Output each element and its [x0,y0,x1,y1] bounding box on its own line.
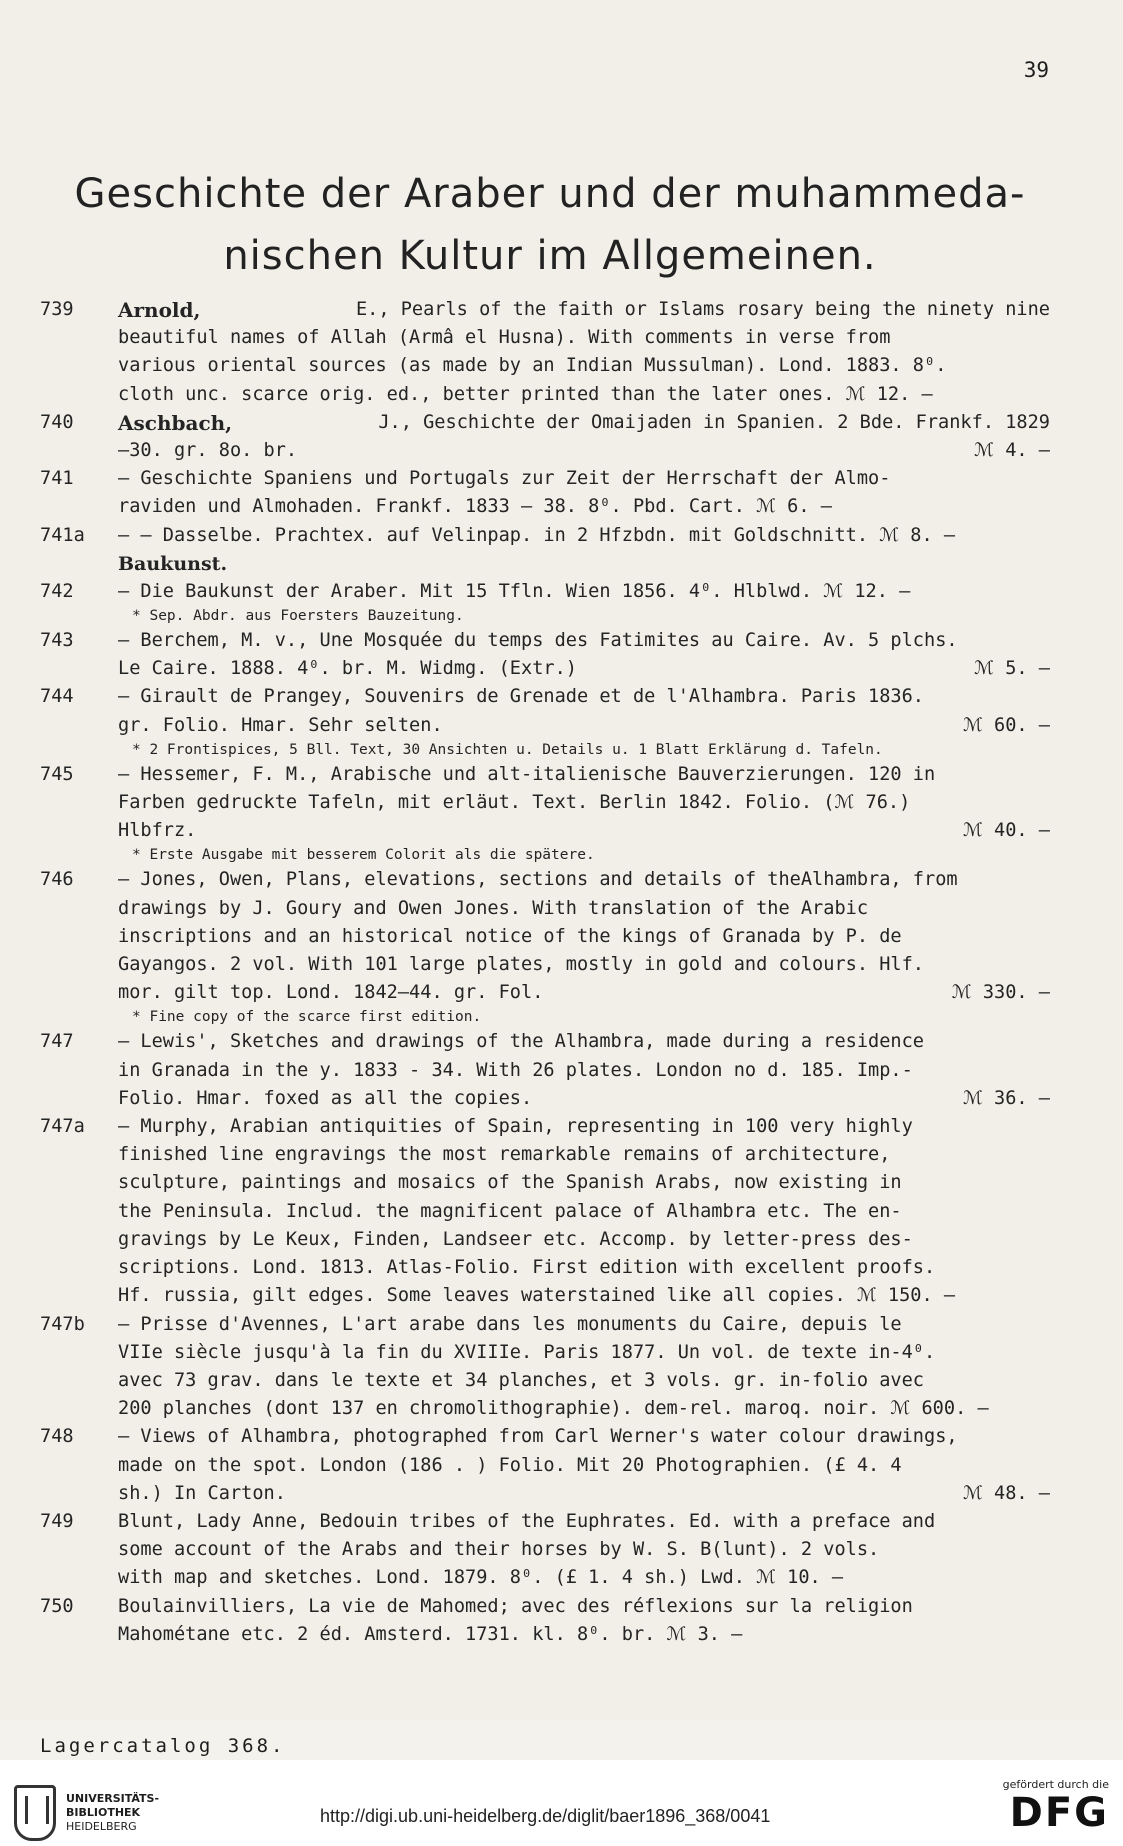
entry-text [118,683,1050,760]
entry-line [118,761,1050,789]
viewer-footer-bar [0,1760,1123,1846]
entry-line-text: in Granada in the y. 1833 - 34. With 26 plates. London no d. 185. Imp.- [118,1059,913,1081]
entry-number: 740 [40,411,74,433]
entry-text [118,465,1050,521]
catalog-entry [40,1113,1050,1310]
entry-price: ℳ 5. — [974,658,1050,680]
entry-line-text: Boulainvilliers, La vie de Mahomed; avec des réflexions sur la religion [118,1595,913,1617]
entry-line [118,296,1050,324]
entry-line [118,1480,1050,1508]
entry-text [118,627,1050,683]
entry-line [118,1452,1050,1480]
entry-line [118,381,1050,409]
entry-number: 747a [40,1116,85,1138]
entry-text [118,866,1050,1028]
dfg-wordmark: DFG [1009,1790,1109,1836]
logo-line-3: HEIDELBERG [66,1820,137,1833]
entry-line [118,1254,1050,1282]
page-number: 39 [1023,58,1049,82]
entry-line [118,1311,1050,1339]
entry-line-text: finished line engravings the most remarkable remains of architecture, [118,1144,891,1166]
entry-line-text: — Prisse d'Avennes, L'art arabe dans les monuments du Caire, depuis le [118,1313,902,1335]
entry-footnote: * Erste Ausgabe mit besserem Colorit als die spätere. [132,847,595,864]
entry-line [118,1198,1050,1226]
entry-line [118,437,1050,465]
entry-line [118,324,1050,352]
entry-line [118,1057,1050,1085]
entry-line [118,578,1050,606]
entry-line-text: mor. gilt top. Lond. 1842—44. gr. Fol. [118,982,544,1004]
entry-text [118,522,1050,550]
entry-line-text: — Geschichte Spaniens und Portugals zur Zeit der Herrschaft der Almo- [118,468,891,490]
entry-line [118,655,1050,683]
entry-line [118,1282,1050,1310]
entry-number: 747b [40,1313,85,1335]
entry-price: ℳ 4. — [974,440,1050,462]
entry-line [118,465,1050,493]
entry-line [118,895,1050,923]
entry-line [118,627,1050,655]
title-line-2: nischen Kultur im Allgemeinen. [223,233,877,279]
entry-price: ℳ 48. — [962,1482,1050,1504]
entry-line-text: the Peninsula. Includ. the magnificent palace of Alhambra etc. The en- [118,1200,902,1222]
catalog-entry [40,1311,1050,1424]
catalog-entry [40,1423,1050,1508]
catalog-entry [40,1508,1050,1593]
entry-line-text: Hf. russia, gilt edges. Some leaves waterstained like all copies. ℳ 150. — [118,1285,956,1307]
entry-line-text: drawings by J. Goury and Owen Jones. With translation of the Arabic [118,897,869,919]
entry-text [118,761,1050,867]
university-library-logo [14,1785,159,1841]
entry-line-text: — Murphy, Arabian antiquities of Spain, representing in 100 very highly [118,1116,913,1138]
entry-author: Aschbach, [118,410,233,435]
title-line-1: Geschichte der Araber und der muhammeda- [74,171,1026,217]
entry-line-text: Farben gedruckte Tafeln, mit erläut. Text. Berlin 1842. Folio. (ℳ 76.) [118,792,911,814]
entry-number: 739 [40,299,74,320]
entry-line-text: Mahométane etc. 2 éd. Amsterd. 1731. kl. 8⁰. br. ℳ 3. — [118,1623,743,1645]
entry-line-text: Le Caire. 1888. 4⁰. br. M. Widmg. (Extr.) [118,658,577,680]
entry-line [118,1593,1050,1621]
logo-line-1: UNIVERSITÄTS- [66,1792,160,1805]
entry-number: 745 [40,763,74,785]
entry-line-text: some account of the Arabs and their horses by W. S. B(lunt). 2 vols. [118,1539,880,1561]
catalog-footer: Lagercatalog 368. [40,1735,286,1757]
entry-line-text: 200 planches (dont 137 en chromolithographie). dem-rel. maroq. noir. ℳ 600. — [118,1398,989,1420]
entry-line [118,712,1050,740]
entry-line-text: raviden und Almohaden. Frankf. 1833 – 38. 8⁰. Pbd. Cart. ℳ 6. — [118,496,832,518]
entry-text [118,1593,1050,1649]
entry-line-text: — Jones, Owen, Plans, elevations, sections and details of theAlhambra, from [118,869,958,891]
entry-line [118,1113,1050,1141]
entry-footnote: * 2 Frontispices, 5 Bll. Text, 30 Ansichten u. Details u. 1 Blatt Erklärung d. Tafeln. [132,741,883,758]
catalog-entry [40,465,1050,521]
entry-line-text: — — Dasselbe. Prachtex. auf Velinpap. in 2 Hfzbdn. mit Goldschnitt. ℳ 8. — [118,524,956,546]
entry-text [118,578,1050,627]
entry-line [118,1367,1050,1395]
catalog-entry [40,296,1050,409]
entry-line-text: — Hessemer, F. M., Arabische und alt-italienische Bauverzierungen. 120 in [118,763,936,785]
entry-price: ℳ 36. — [962,1087,1050,1109]
entry-line-text: Hlbfrz. [118,820,197,842]
entry-line [118,923,1050,951]
entry-line [118,1141,1050,1169]
entry-number: 741 [40,468,74,490]
catalog-entry [40,522,1050,550]
source-url-link[interactable]: http://digi.ub.uni-heidelberg.de/diglit/baer1896_368/0041 [320,1806,771,1826]
entry-footnote: * Sep. Abdr. aus Foersters Bauzeitung. [132,608,464,625]
entry-number: 750 [40,1595,74,1617]
entry-line [118,1085,1050,1113]
entry-line-text: — Girault de Prangey, Souvenirs de Grenade et de l'Alhambra. Paris 1836. [118,686,924,708]
entry-line [118,979,1050,1007]
entry-line-text: Folio. Hmar. foxed as all the copies. [118,1087,533,1109]
catalog-entry [40,1028,1050,1113]
entry-number: 748 [40,1426,74,1448]
entry-line [118,1508,1050,1536]
catalog-entry [40,866,1050,1028]
entry-line-text: J., Geschichte der Omaijaden in Spanien. 2 Bde. Frankf. 1829 [378,411,1050,433]
section-heading: Baukunst. [118,552,228,575]
entry-line-text: — Lewis', Sketches and drawings of the Alhambra, made during a residence [118,1031,924,1053]
entry-line [118,1423,1050,1451]
entry-line [118,1621,1050,1649]
entry-price: ℳ 40. — [962,820,1050,842]
entry-line-text: sculpture, paintings and mosaics of the Spanish Arabs, now existing in [118,1172,902,1194]
dfg-caption: gefördert durch die [1002,1778,1109,1791]
entry-line-text: made on the spot. London (186 . ) Folio. Mit 20 Photographien. (£ 4. 4 [118,1454,902,1476]
entry-line-text: various oriental sources (as made by an Indian Mussulman). Lond. 1883. 8⁰. [118,355,947,377]
entry-line-text: — Views of Alhambra, photographed from Carl Werner's water colour drawings, [118,1426,958,1448]
entry-line-text: inscriptions and an historical notice of the kings of Granada by P. de [118,925,902,947]
entry-line-text: avec 73 grav. dans le texte et 34 planches, et 3 vols. gr. in-folio avec [118,1369,924,1391]
entry-line-text: —30. gr. 8o. br. [118,440,298,462]
entry-line-text: VIIe siècle jusqu'à la fin du XVIIIe. Paris 1877. Un vol. de texte in-4⁰. [118,1341,936,1363]
entry-line [118,1564,1050,1592]
entry-price: ℳ 330. — [951,982,1050,1004]
entry-line [118,352,1050,380]
entry-line [118,493,1050,521]
entry-line-text: — Die Baukunst der Araber. Mit 15 Tfln. Wien 1856. 4⁰. Hlblwd. ℳ 12. — [118,580,911,602]
catalog-entry [40,761,1050,867]
page-title [40,163,1060,287]
entry-number: 744 [40,686,74,708]
entry-price: ℳ 60. — [962,714,1050,736]
library-seal-icon [14,1785,56,1841]
entry-text [118,1508,1050,1593]
catalog-entry [40,627,1050,683]
entry-line [118,1028,1050,1056]
entry-line [118,1169,1050,1197]
entry-line-text: with map and sketches. Lond. 1879. 8⁰. (£ 1. 4 sh.) Lwd. ℳ 10. — [118,1567,844,1589]
entry-line-text: E., Pearls of the faith or Islams rosary being the ninety nine [355,299,1050,320]
entry-line [118,866,1050,894]
catalog-entries [40,296,1050,1649]
entry-line [118,951,1050,979]
entry-text [118,409,1050,465]
entry-number: 747 [40,1031,74,1053]
entry-line-text: — Berchem, M. v., Une Mosquée du temps des Fatimites au Caire. Av. 5 plchs. [118,630,958,652]
entry-number: 742 [40,580,74,602]
entry-line-text: beautiful names of Allah (Armâ el Husna). With comments in verse from [118,327,891,349]
catalog-entry [40,1593,1050,1649]
entry-line-text: Gayangos. 2 vol. With 101 large plates, mostly in gold and colours. Hlf. [118,954,924,976]
entry-footnote: * Fine copy of the scarce first edition. [132,1009,482,1026]
catalog-entry [40,683,1050,760]
logo-line-2: BIBLIOTHEK [66,1806,141,1819]
entry-line [118,1339,1050,1367]
catalog-entry [40,578,1050,627]
entry-line [118,789,1050,817]
entry-text [118,296,1050,409]
entry-line [118,409,1050,437]
entry-text [118,1028,1050,1113]
entry-line-text: sh.) In Carton. [118,1482,286,1504]
entry-line [118,1226,1050,1254]
entry-line [118,522,1050,550]
entry-line [118,1395,1050,1423]
entry-number: 749 [40,1510,74,1532]
entry-line-text: scriptions. Lond. 1813. Atlas-Folio. First edition with excellent proofs. [118,1257,936,1279]
entry-author: Arnold, [118,298,201,322]
entry-number: 741a [40,524,85,546]
entry-number: 743 [40,630,74,652]
entry-line-text: Blunt, Lady Anne, Bedouin tribes of the Euphrates. Ed. with a preface and [118,1510,936,1532]
entry-line-text: gr. Folio. Hmar. Sehr selten. [118,714,443,736]
dfg-logo [1003,1778,1109,1835]
entry-text [118,1311,1050,1424]
entry-line-text: gravings by Le Keux, Finden, Landseer etc. Accomp. by letter-press des- [118,1228,913,1250]
entry-line [118,683,1050,711]
entry-line [118,817,1050,845]
entry-text [118,1423,1050,1508]
entry-number: 746 [40,869,74,891]
entry-line [118,1536,1050,1564]
entry-text [118,1113,1050,1310]
catalog-entry [40,409,1050,465]
entry-line-text: cloth unc. scarce orig. ed., better printed than the later ones. ℳ 12. — [118,383,933,405]
